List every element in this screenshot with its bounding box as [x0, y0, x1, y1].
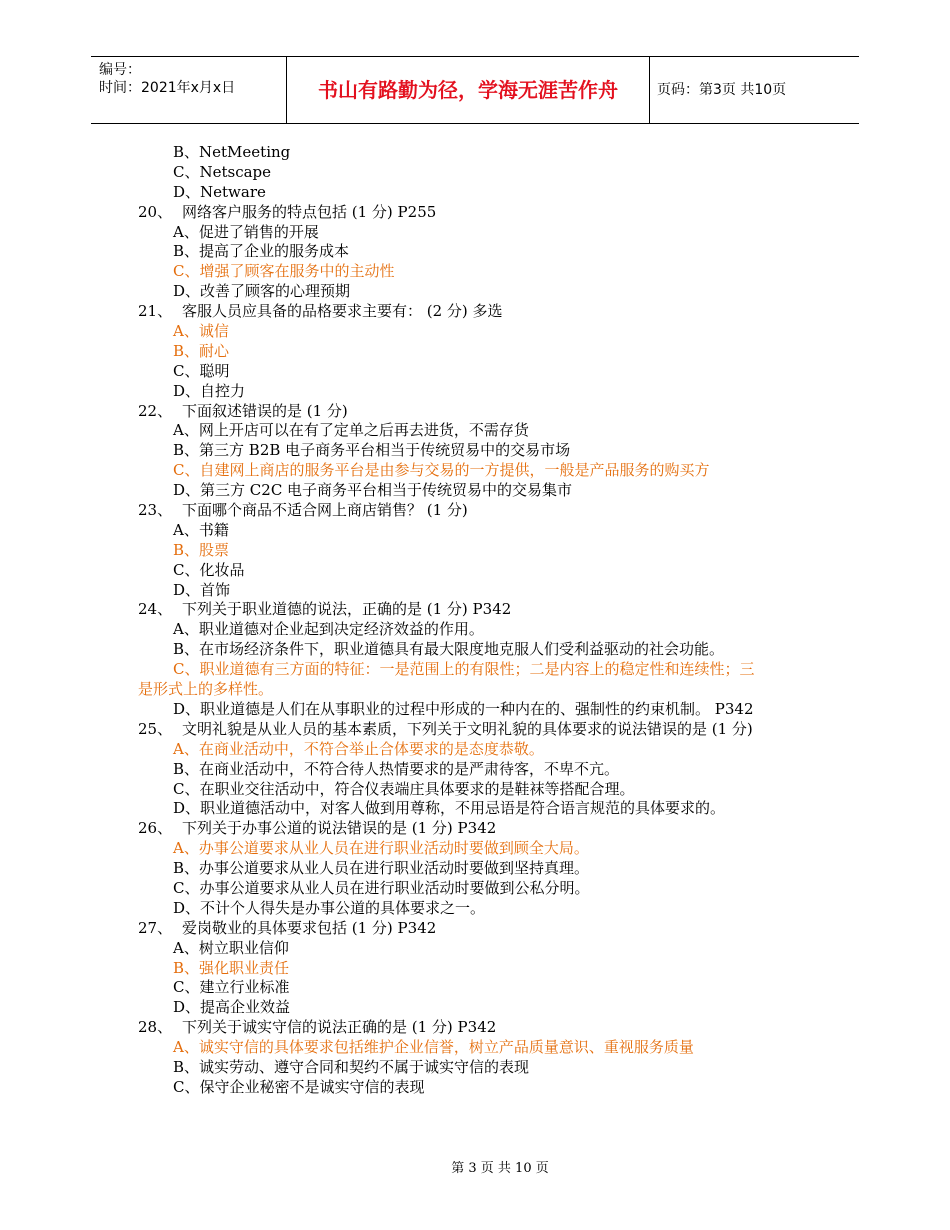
answer-option-highlighted: C、自建网上商店的服务平台是由参与交易的一方提供，一般是产品服务的购买方: [173, 461, 710, 480]
page-header: [91, 56, 859, 124]
answer-option: A、网上开店可以在有了定单之后再去进货，不需存货: [173, 421, 529, 440]
answer-option: D、职业道德活动中，对客人做到用尊称，不用忌语是符合语言规范的具体要求的。: [173, 799, 726, 818]
question-text: 网络客户服务的特点包括 (1 分) P255: [182, 202, 437, 221]
answer-option: B、第三方 B2B 电子商务平台相当于传统贸易中的交易市场: [173, 441, 571, 460]
answer-option-highlighted: B、强化职业责任: [173, 958, 290, 977]
answer-option: D、Netware: [173, 182, 266, 201]
question-item: [0, 919, 950, 939]
answer-option: D、自控力: [173, 381, 246, 400]
answer-option: B、NetMeeting: [173, 143, 291, 161]
question-text: 下列关于诚实守信的说法正确的是 (1 分) P342: [182, 1018, 497, 1037]
question-text: 下面叙述错误的是 (1 分): [182, 401, 348, 420]
question-text: 下列关于职业道德的说法，正确的是 (1 分) P342: [182, 600, 512, 619]
question-number: 20、: [138, 202, 173, 221]
question-number: 24、: [138, 600, 173, 619]
page-footer: 第 3 页 共 10 页: [451, 1161, 549, 1176]
question-item: [0, 720, 950, 740]
answer-option-highlighted: 是形式上的多样性。: [138, 680, 274, 699]
document-code-label: 编号：: [99, 62, 141, 78]
question-item: [0, 203, 950, 223]
answer-option: B、诚实劳动、遵守合同和契约不属于诚实守信的表现: [173, 1057, 530, 1076]
question-number: 21、: [138, 302, 173, 321]
answer-option-highlighted: B、耐心: [173, 341, 230, 360]
header-left-cell: [91, 57, 286, 123]
question-item: [0, 819, 950, 839]
header-right-cell: [649, 57, 859, 123]
answer-option: D、提高企业效益: [173, 998, 291, 1017]
answer-option: B、在商业活动中，不符合待人热情要求的是严肃待客，不卑不亢。: [173, 759, 620, 778]
question-text: 下面哪个商品不适合网上商店销售？ (1 分): [182, 501, 468, 520]
question-text: 下列关于办事公道的说法错误的是 (1 分) P342: [182, 819, 497, 838]
answer-option: A、书籍: [173, 520, 229, 539]
question-text: 爱岗敬业的具体要求包括 (1 分) P342: [182, 918, 437, 937]
question-item: [0, 302, 950, 322]
question-number: 28、: [138, 1018, 173, 1037]
answer-option-highlighted: A、诚信: [173, 322, 229, 341]
answer-option-highlighted: B、股票: [173, 540, 230, 559]
answer-option-highlighted: C、增强了顾客在服务中的主动性: [173, 262, 395, 281]
answer-option: C、化妆品: [173, 560, 245, 579]
answer-option-highlighted: C、职业道德有三方面的特征：一是范围上的有限性；二是内容上的稳定性和连续性；三: [173, 660, 755, 679]
answer-option: D、第三方 C2C 电子商务平台相当于传统贸易中的交易集市: [173, 481, 573, 500]
header-page-number: 页码：第3页 共10页: [657, 82, 787, 98]
header-motto: 书山有路勤为径，学海无涯苦作舟: [318, 78, 618, 102]
question-number: 26、: [138, 819, 173, 838]
header-center-cell: [286, 57, 650, 123]
answer-option: C、聪明: [173, 361, 230, 380]
question-text: 客服人员应具备的品格要求主要有： (2 分) 多选: [182, 302, 503, 321]
answer-option: D、改善了顾客的心理预期: [173, 282, 351, 301]
answer-option: D、不计个人得失是办事公道的具体要求之一。: [173, 898, 486, 917]
answer-option: B、在市场经济条件下，职业道德具有最大限度地克服人们受利益驱动的社会功能。: [173, 640, 725, 659]
question-number: 22、: [138, 401, 173, 420]
question-number: 25、: [138, 719, 173, 738]
answer-option: B、提高了企业的服务成本: [173, 242, 350, 261]
question-item: [0, 402, 950, 422]
question-item: [0, 600, 950, 620]
answer-option: C、建立行业标准: [173, 978, 290, 997]
answer-option-highlighted: A、办事公道要求从业人员在进行职业活动时要做到顾全大局。: [173, 839, 589, 858]
question-number: 27、: [138, 918, 173, 937]
answer-option: A、树立职业信仰: [173, 938, 289, 957]
question-number: 23、: [138, 501, 173, 520]
question-list: [0, 143, 950, 1098]
answer-option: D、首饰: [173, 580, 231, 599]
answer-option-highlighted: A、诚实守信的具体要求包括维护企业信誉，树立产品质量意识、重视服务质量: [173, 1038, 694, 1057]
answer-option: B、办事公道要求从业人员在进行职业活动时要做到坚持真理。: [173, 859, 590, 878]
answer-option: A、促进了销售的开展: [173, 222, 319, 241]
answer-option: C、保守企业秘密不是诚实守信的表现: [173, 1077, 425, 1096]
answer-option: C、在职业交往活动中，符合仪表端庄具体要求的是鞋袜等搭配合理。: [173, 779, 635, 798]
question-item: [0, 501, 950, 521]
answer-option-highlighted: A、在商业活动中，不符合举止合体要求的是态度恭敬。: [173, 739, 544, 758]
question-text: 文明礼貌是从业人员的基本素质，下列关于文明礼貌的具体要求的说法错误的是 (1 分): [182, 719, 753, 738]
question-item: [0, 1018, 950, 1038]
answer-option: D、职业道德是人们在从事职业的过程中形成的一种内在的、强制性的约束机制。 P342: [173, 699, 754, 718]
document-date-label: 时间：2021年x月x日: [99, 80, 236, 96]
answer-option: A、职业道德对企业起到决定经济效益的作用。: [173, 620, 484, 639]
answer-option: C、办事公道要求从业人员在进行职业活动时要做到公私分明。: [173, 878, 590, 897]
answer-option: C、Netscape: [173, 162, 272, 181]
